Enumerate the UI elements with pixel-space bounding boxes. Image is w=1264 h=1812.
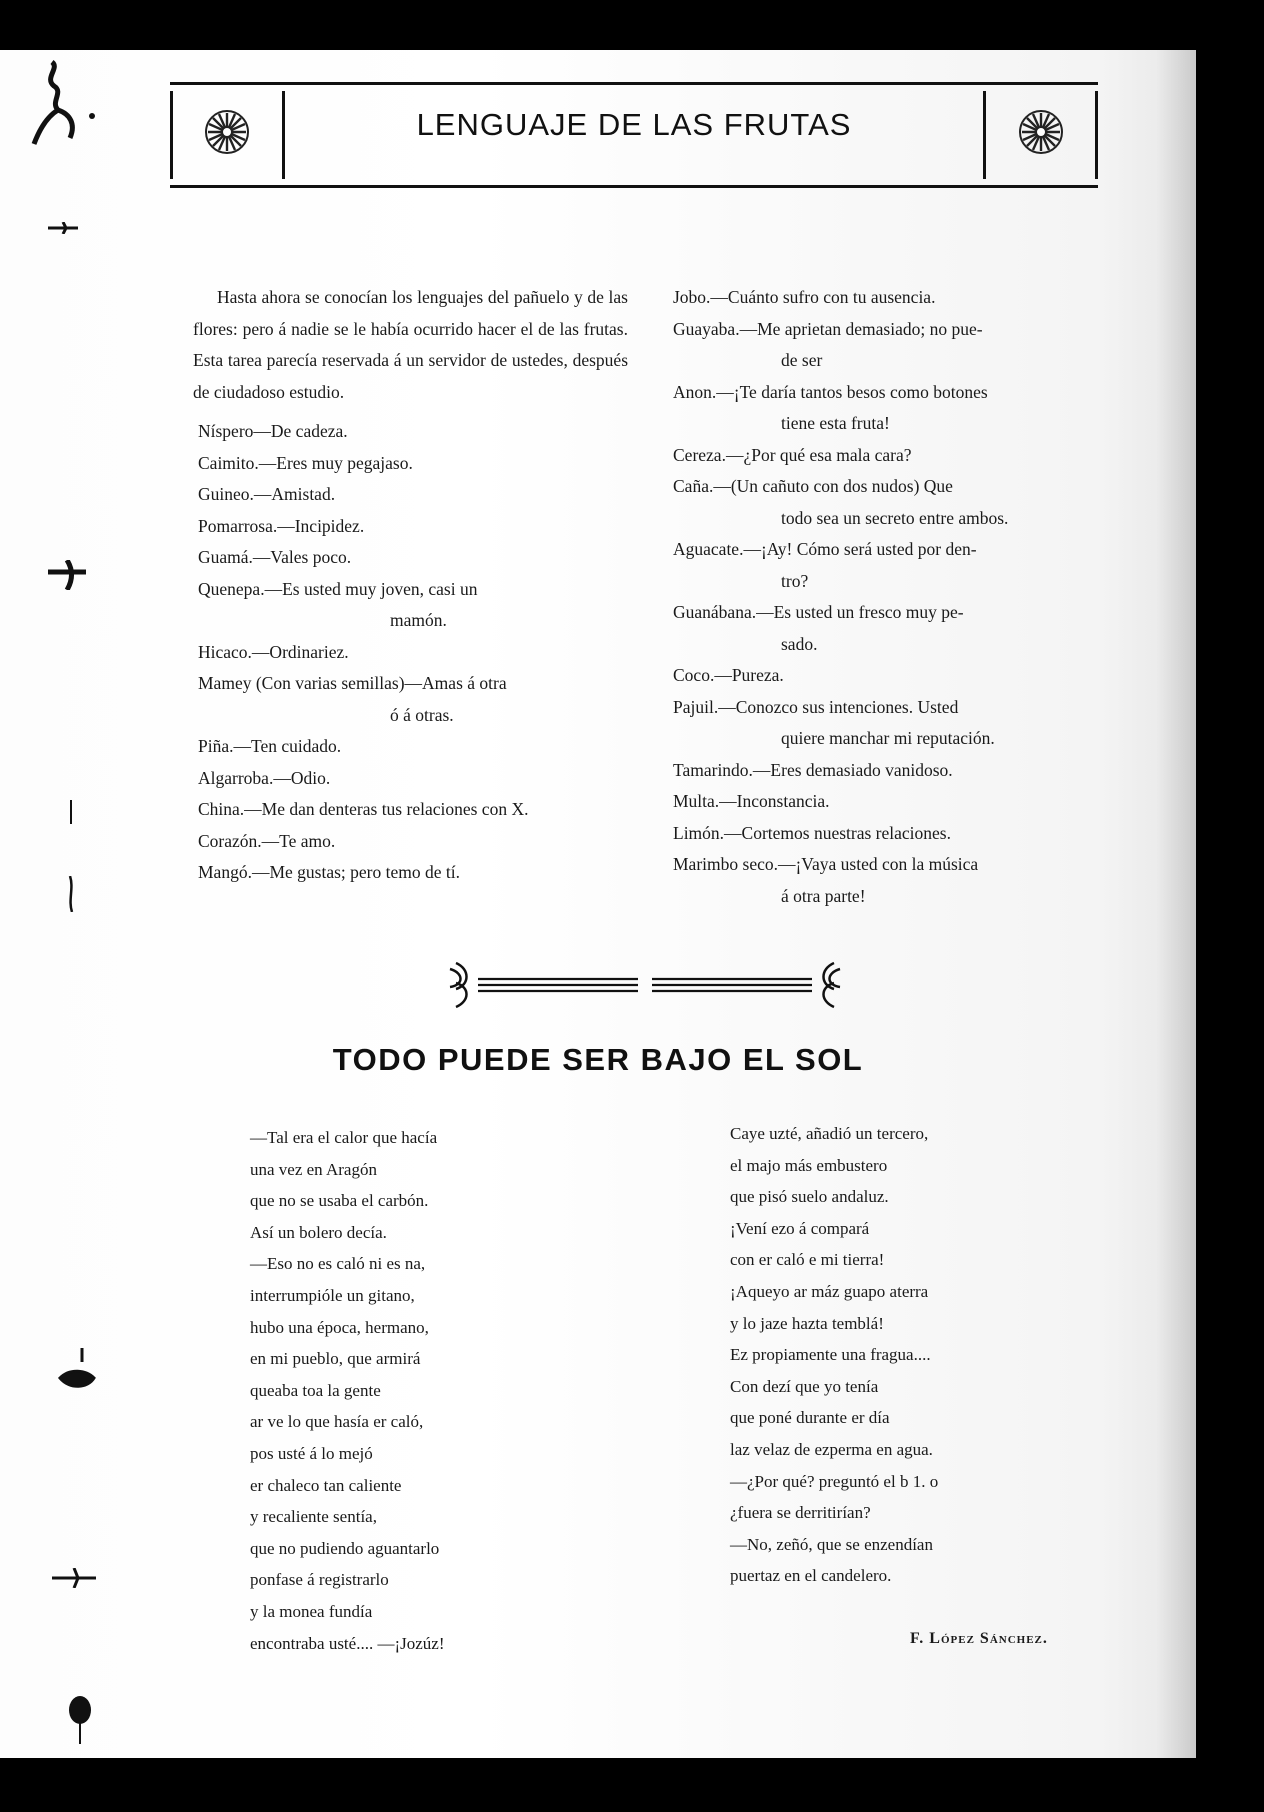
fruit-entry — [198, 542, 628, 574]
poem-line: Caye uzté, añadió un tercero, — [730, 1124, 929, 1143]
fruit-entry-text: Hicaco.—Ordinariez. — [198, 641, 349, 662]
poem-line: pos usté á lo mejó — [250, 1443, 373, 1463]
section-header-box — [170, 82, 1098, 188]
fruit-list-right — [673, 282, 1113, 912]
fruit-entry-continuation: todo sea un secreto entre ambos. — [781, 507, 1009, 528]
fruit-entry-continuation: á otra parte! — [781, 885, 866, 906]
fruit-entry — [673, 755, 1113, 787]
fruit-entry-text: Corazón.—Te amo. — [198, 830, 336, 851]
rosette-ornament-icon — [202, 107, 252, 157]
fruit-entry — [198, 448, 628, 480]
poem-line: ¿fuera se derritirían? — [730, 1503, 871, 1523]
fruit-entry — [198, 574, 628, 637]
fruit-entry-text: Piña.—Ten cuidado. — [198, 736, 342, 756]
fruit-entry-continuation: mamón. — [390, 610, 447, 630]
fruit-list-left — [193, 416, 628, 889]
fruit-entry-text: Tamarindo.—Eres demasiado vanidoso. — [673, 759, 953, 780]
fruit-entry — [198, 416, 628, 448]
fruit-entry-text: Limón.—Cortemos nuestras relaciones. — [673, 822, 951, 843]
fruit-entry — [673, 314, 1113, 377]
fruit-entry-continuation: de ser — [781, 350, 823, 370]
rosette-ornament-icon — [1016, 107, 1066, 157]
page-edge-shadow — [1156, 50, 1196, 1758]
poem-line: —¿Por qué? preguntó el b 1. o — [730, 1471, 939, 1491]
fruit-entry-text: Guamá.—Vales poco. — [198, 547, 352, 567]
fruit-entry-continuation: quiere manchar mi reputación. — [781, 728, 995, 748]
header-rule — [1095, 91, 1098, 179]
margin-mark-icon — [66, 800, 76, 824]
fruit-entry — [198, 731, 628, 763]
fruit-entry — [198, 479, 628, 511]
poem-line: Con dezí que yo tenía — [730, 1376, 879, 1396]
margin-mark-icon — [48, 560, 86, 590]
poem-line: interrumpióle un gitano, — [250, 1285, 415, 1305]
margin-mark-icon — [52, 1348, 100, 1404]
poem-line: Ez propiamente una fragua.... — [730, 1345, 931, 1365]
fruit-entry — [198, 826, 628, 858]
poem-line: que pisó suelo andaluz. — [730, 1187, 889, 1207]
poem-line: encontraba usté.... —¡Jozúz! — [250, 1633, 445, 1653]
poem-line: hubo una época, hermano, — [250, 1317, 429, 1337]
poem-right-column — [730, 1118, 938, 1592]
poem-line: que poné durante er día — [730, 1408, 890, 1428]
fruit-entry-text: Mangó.—Me gustas; pero temo de tí. — [198, 862, 460, 882]
fruit-entry-text: Guineo.—Amistad. — [198, 484, 336, 504]
fruit-entry-text: Caimito.—Eres muy pegajaso. — [198, 452, 413, 473]
fruit-entry-text: Pomarrosa.—Incipidez. — [198, 515, 365, 536]
fruit-entry-text: Quenepa.—Es usted muy joven, casi un — [198, 578, 478, 599]
fruit-entry-continuation: tiene esta fruta! — [781, 413, 890, 433]
fruit-entry-text: Aguacate.—¡Ay! Cómo será usted por den- — [673, 539, 977, 559]
poem-line: que no se usaba el carbón. — [250, 1191, 429, 1211]
fruit-entry — [673, 471, 1113, 534]
fruit-entry — [673, 786, 1113, 818]
poem-line: en mi pueblo, que armirá — [250, 1349, 421, 1369]
poem-line: y la monea fundía — [250, 1601, 373, 1621]
fruit-entry — [198, 763, 628, 795]
fruit-entry-text: Multa.—Inconstancia. — [673, 791, 830, 811]
poem-line: ¡Aqueyo ar máz guapo aterra — [730, 1281, 929, 1301]
poem-left-column — [250, 1122, 444, 1659]
poem-title: TODO PUEDE SER BAJO EL SOL — [332, 1042, 864, 1077]
fruit-entry — [673, 377, 1113, 440]
fruit-entry-text: Guanábana.—Es usted un fresco muy pe- — [673, 602, 964, 622]
fruit-entry — [673, 818, 1113, 850]
article-title: LENGUAJE DE LAS FRUTAS — [416, 107, 852, 142]
fruit-entry-text: Marimbo seco.—¡Vaya usted con la música — [673, 854, 979, 874]
header-rule — [170, 91, 173, 179]
fruit-entry-text: Níspero—De cadeza. — [198, 421, 348, 441]
poem-line: el majo más embustero — [730, 1155, 888, 1175]
margin-ornament-icon — [30, 58, 100, 148]
fruit-entry — [198, 668, 628, 731]
left-column — [193, 282, 628, 889]
fruit-entry-continuation: ó á otras. — [390, 704, 454, 725]
poem-line: laz velaz de ezperma en agua. — [730, 1439, 933, 1459]
fruit-entry-continuation: tro? — [781, 570, 809, 591]
fruit-entry — [673, 849, 1113, 912]
poem-line: ponfase á registrarlo — [250, 1570, 389, 1590]
fruit-entry-text: Guayaba.—Me aprietan demasiado; no pue- — [673, 318, 983, 339]
fruit-entry — [673, 597, 1113, 660]
margin-mark-icon — [48, 222, 78, 234]
poem-line: con er caló e mi tierra! — [730, 1250, 885, 1270]
poem-line: Así un bolero decía. — [250, 1222, 387, 1242]
fruit-entry — [198, 794, 628, 826]
fruit-entry — [673, 660, 1113, 692]
poem-line: una vez en Aragón — [250, 1159, 377, 1179]
fruit-entry-text: Anon.—¡Te daría tantos besos como botones — [673, 381, 988, 402]
fruit-entry — [198, 857, 628, 889]
fruit-entry-continuation: sado. — [781, 633, 818, 654]
fruit-entry — [673, 692, 1113, 755]
poem-line: ar ve lo que hasía er caló, — [250, 1412, 424, 1432]
poem-line: queaba toa la gente — [250, 1380, 381, 1400]
fruit-entry — [198, 637, 628, 669]
poem-line: puertaz en el candelero. — [730, 1566, 892, 1586]
poem-line: er chaleco tan caliente — [250, 1475, 402, 1495]
fruit-entry-text: Pajuil.—Conozco sus intenciones. Usted — [673, 696, 959, 717]
poem-line: y recaliente sentía, — [250, 1507, 377, 1527]
fruit-entry-text: Coco.—Pureza. — [673, 665, 784, 685]
poem-line: y lo jaze hazta temblá! — [730, 1313, 884, 1333]
margin-mark-icon — [52, 1568, 96, 1588]
fruit-entry — [198, 511, 628, 543]
fruit-entry-text: Jobo.—Cuánto sufro con tu ausencia. — [673, 287, 936, 307]
intro-paragraph: Hasta ahora se conocían los lenguajes del pañuelo y de las flores: pero á nadie se le había ocurrido hacer el de las frutas. Esta tarea parecía reservada á un servidor de ustedes, después de ciudadoso estudio. — [193, 287, 628, 402]
fruit-entry-text: Cereza.—¿Por qué esa mala cara? — [673, 444, 912, 465]
fruit-entry — [673, 440, 1113, 472]
fruit-entry-text: Algarroba.—Odio. — [198, 767, 331, 788]
fruit-entry — [673, 534, 1113, 597]
fruit-entry-text: Mamey (Con varias semillas)—Amas á otra — [198, 673, 507, 693]
author-signature: F. López Sánchez. — [910, 1630, 1048, 1647]
poem-line: —Eso no es caló ni es na, — [250, 1254, 426, 1274]
fruit-entry-text: Caña.—(Un cañuto con dos nudos) Que — [673, 476, 953, 496]
fruit-entry — [673, 282, 1113, 314]
margin-mark-icon — [68, 1696, 92, 1744]
poem-line: —Tal era el calor que hacía — [250, 1128, 438, 1147]
margin-mark-icon — [66, 876, 76, 912]
fruit-entry-text: China.—Me dan denteras tus relaciones con X. — [198, 799, 529, 819]
right-column — [673, 282, 1113, 912]
poem-line: —No, zeñó, que se enzendían — [730, 1534, 933, 1554]
poem-line: ¡Vení ezo á compará — [730, 1218, 870, 1238]
poem-line: que no pudiendo aguantarlo — [250, 1538, 440, 1558]
ornamental-divider — [440, 955, 850, 1015]
